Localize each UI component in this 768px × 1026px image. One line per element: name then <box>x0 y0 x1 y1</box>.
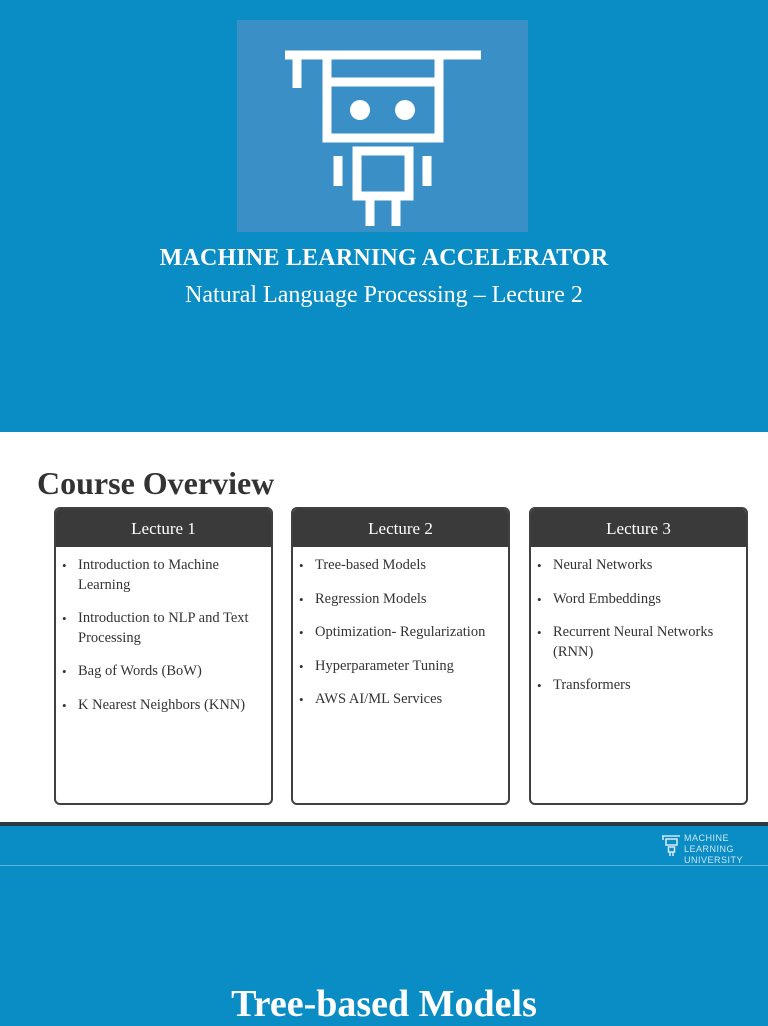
list-item: • Tree-based Models <box>315 556 502 576</box>
lecture-topic-list <box>56 547 271 715</box>
list-item: • K Nearest Neighbors (KNN) <box>78 696 265 716</box>
next-slide-title: Tree-based Models <box>231 983 537 1025</box>
list-item: • AWS AI/ML Services <box>315 690 502 710</box>
lecture-header: Lecture 1 <box>56 509 271 547</box>
title-slide <box>0 0 768 432</box>
course-overview-slide <box>0 432 768 824</box>
list-item: • Bag of Words (BoW) <box>78 662 265 682</box>
list-item: • Optimization- Regularization <box>315 623 502 643</box>
lecture-card-2 <box>291 507 510 805</box>
list-item: • Word Embeddings <box>553 590 740 610</box>
lecture-header: Lecture 2 <box>293 509 508 547</box>
mlu-logo-text: MACHINE LEARNING UNIVERSITY <box>684 833 744 865</box>
list-item: • Recurrent Neural Networks (RNN) <box>553 623 740 662</box>
page-title: Course Overview <box>37 465 275 501</box>
lecture-card-1 <box>54 507 273 805</box>
slide-subtitle: Natural Language Processing – Lecture 2 <box>185 282 583 308</box>
list-item: • Regression Models <box>315 590 502 610</box>
list-item: • Introduction to Machine Learning <box>78 556 265 595</box>
slide-title: MACHINE LEARNING ACCELERATOR <box>159 245 609 271</box>
footer-divider <box>0 865 768 866</box>
slide-footer <box>0 826 768 866</box>
list-item: • Transformers <box>553 676 740 696</box>
robot-logo-icon <box>237 20 528 232</box>
lecture-header: Lecture 3 <box>531 509 746 547</box>
lecture-card-3 <box>529 507 748 805</box>
lecture-topic-list <box>531 547 746 696</box>
list-item: • Hyperparameter Tuning <box>315 657 502 677</box>
lecture-topic-list <box>293 547 508 710</box>
list-item: • Neural Networks <box>553 556 740 576</box>
list-item: • Introduction to NLP and Text Processing <box>78 609 265 648</box>
